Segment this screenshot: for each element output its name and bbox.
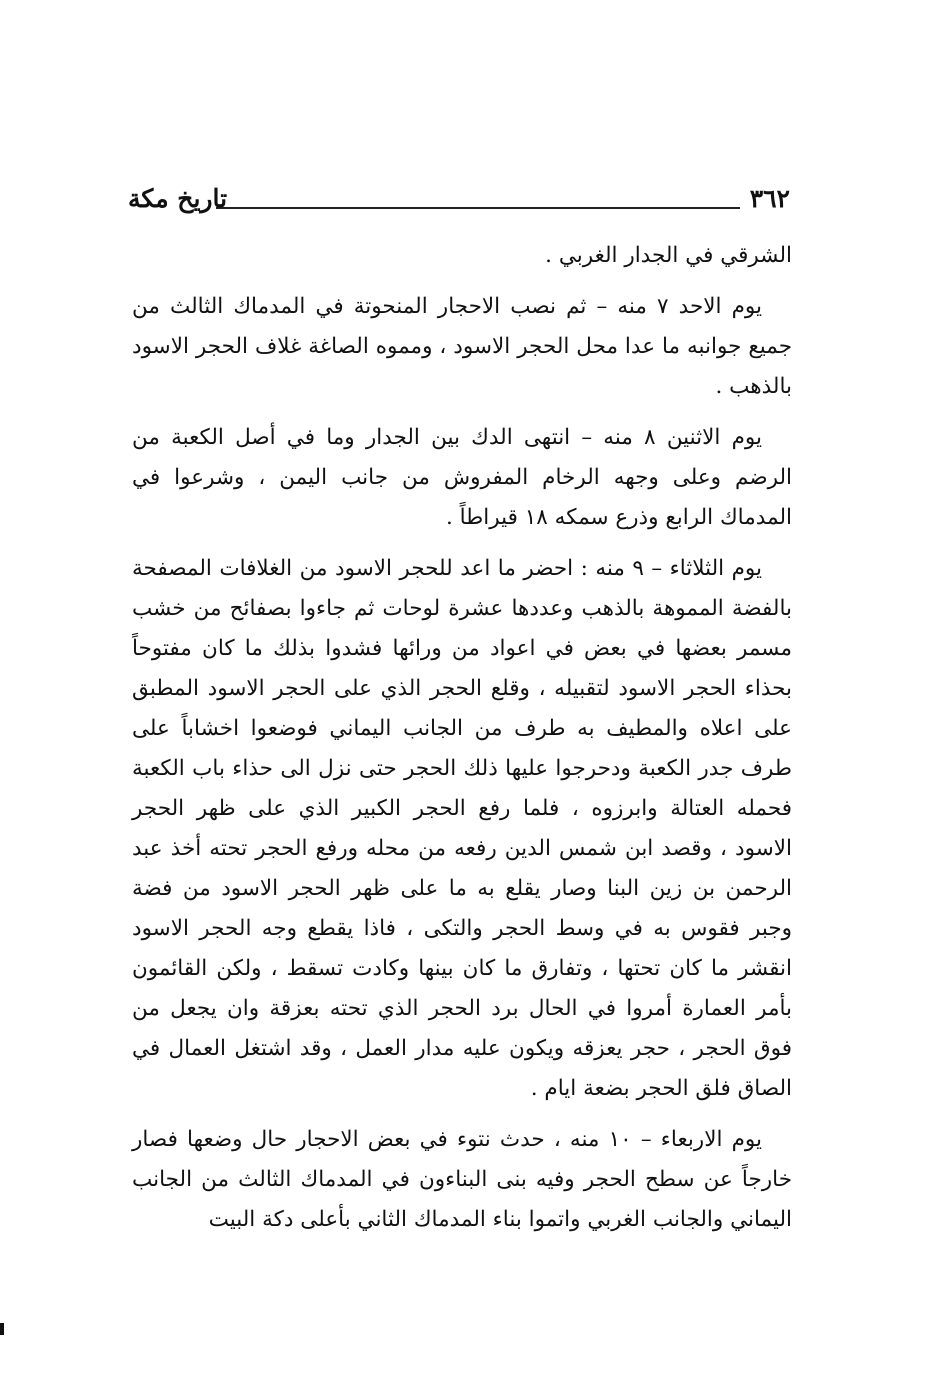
paragraph: يوم الاربعاء – ١٠ منه ، حدث نتوء في بعض الاحجار حال وضعها فصار خارجاً عن سطح الحجر وفيه بنى البناءون في المدماك الثالث من الجانب اليماني والجانب الغربي واتموا بناء المدماك الثاني بأعلى دكة البيت [132, 1127, 792, 1232]
header-rule [216, 207, 740, 209]
page-number: ٣٦٢ [749, 184, 790, 213]
page-header [128, 182, 790, 222]
running-title: تاريخ مكة [128, 184, 228, 213]
page-body [132, 236, 792, 1251]
paragraph: الشرقي في الجدار الغربي . [545, 243, 792, 268]
paragraph: يوم الثلاثاء – ٩ منه : احضر ما اعد للحجر الاسود من الغلافات المصفحة بالفضة المموهة بالذهب وعددها عشرة لوحات ثم جاءوا بصفائح من خشب مسمر بعضها في بعض في اعواد من ورائها فشدوا بذلك ما كان مفتوحاً بحذاء الحجر الاسود لتقبيله ، وقلع الحجر الذي على الحجر الاسود المطبق على اعلاه والمطيف به طرف من الجانب اليماني فوضعوا اخشاباً على طرف جدر الكعبة ودحرجوا عليها ذلك الحجر حتى نزل الى حذاء باب الكعبة فحمله العتالة وابرزوه ، فلما رفع الحجر الكبير الذي على ظهر الحجر الاسود ، وقصد ابن شمس الدين رفعه من محله ورفع الحجر تحته أخذ عبد الرحمن بن زين البنا وصار يقلع به ما على ظهر الحجر الاسود من فضة وجبر فقوس به في وسط الحجر والتكى ، فاذا يقطع وجه الحجر الاسود انقشر ما كان تحتها ، وتفارق ما كان بينها وكادت تسقط ، ولكن القائمون بأمر العمارة أمروا في الحال برد الحجر الذي تحته بعزقة وان يجعل من فوق الحجر ، حجر يعزقه ويكون عليه مدار العمل ، وقد اشتغل العمال في الصاق فلق الحجر بضعة ايام . [132, 556, 792, 1101]
paragraph: يوم الاثنين ٨ منه – انتهى الدك بين الجدار وما في أصل الكعبة من الرضم وعلى وجهه الرخام المفروش من جانب اليمن ، وشرعوا في المدماك الرابع وذرع سمكه ١٨ قيراطاً . [132, 425, 792, 530]
scan-edge-mark [0, 1323, 4, 1335]
paragraph: يوم الاحد ٧ منه – ثم نصب الاحجار المنحوتة في المدماك الثالث من جميع جوانبه ما عدا محل الحجر الاسود ، ومموه الصاغة غلاف الحجر الاسود بالذهب . [132, 294, 792, 399]
